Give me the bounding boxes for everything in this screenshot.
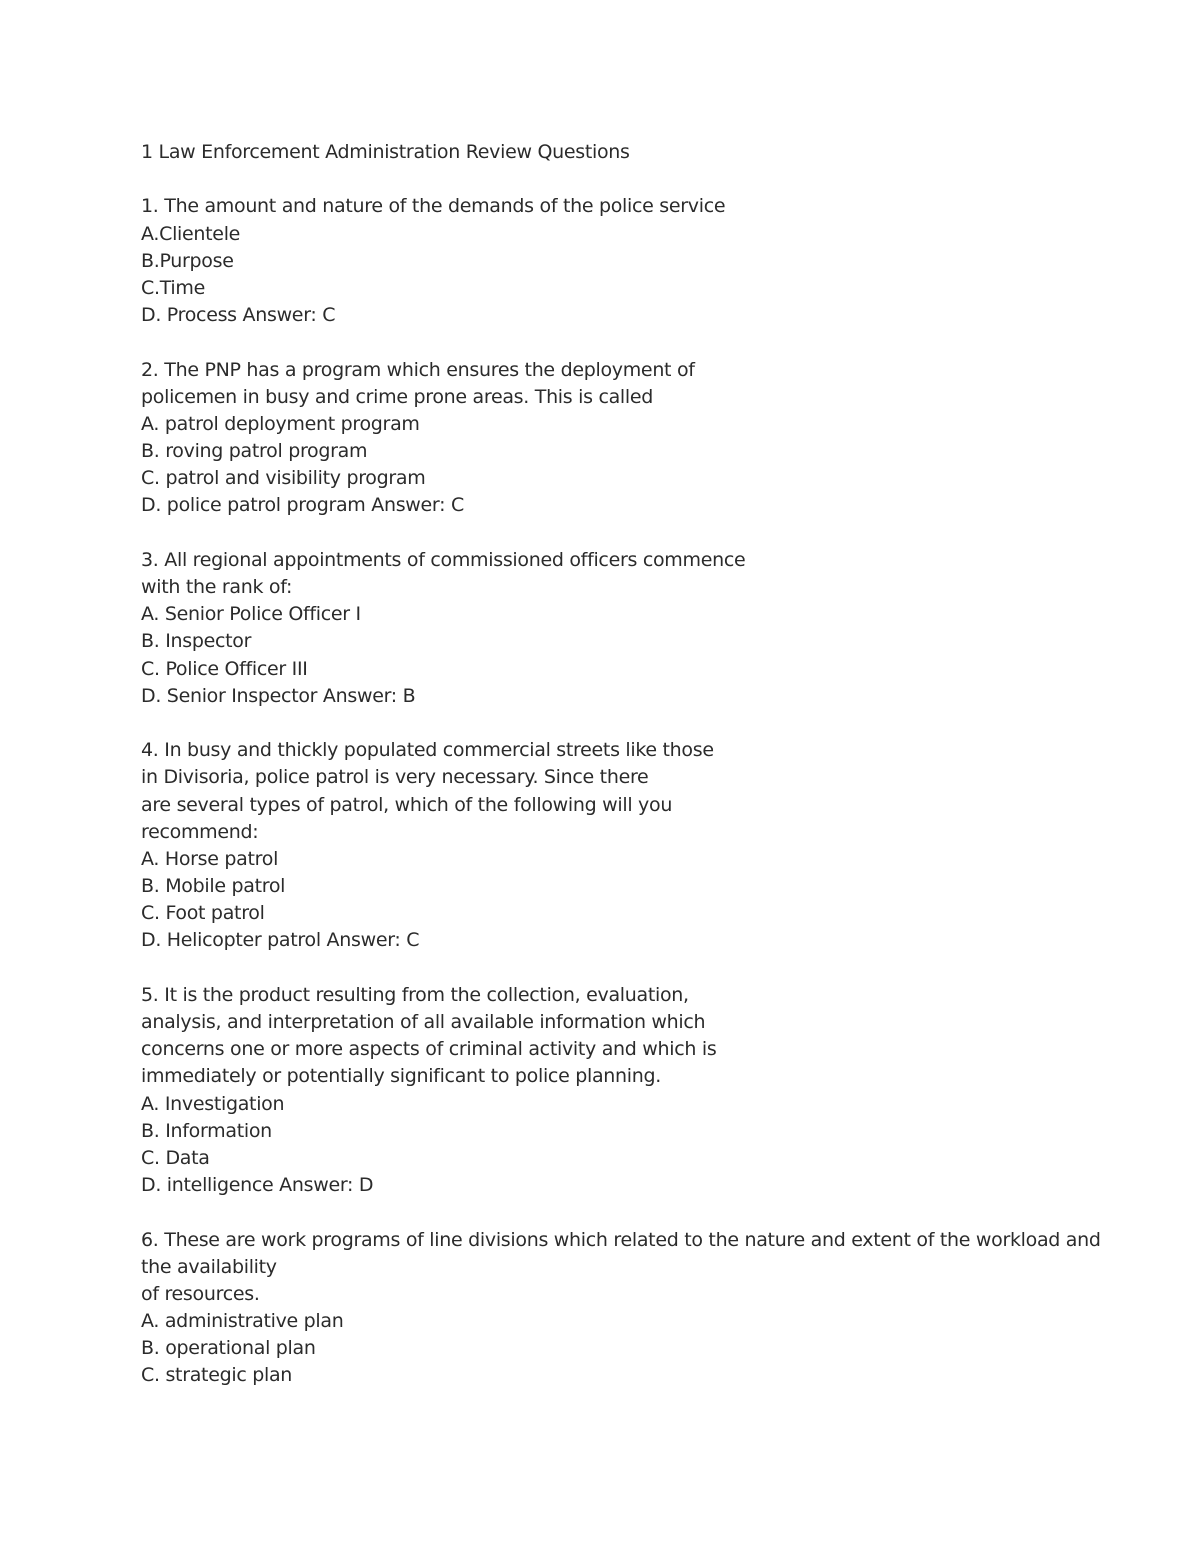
option-b: B. operational plan <box>141 1337 316 1360</box>
option-d: D. Process Answer: C <box>141 304 336 327</box>
question-3 <box>141 547 1141 710</box>
option-b: B. Inspector <box>141 630 252 653</box>
spacer <box>141 329 1141 356</box>
question-5 <box>141 982 1141 1200</box>
question-text: policemen in busy and crime prone areas. This is called <box>141 385 654 408</box>
question-4 <box>141 737 1141 955</box>
option-c: C. patrol and visibility program <box>141 467 426 490</box>
option-d: D. Senior Inspector Answer: B <box>141 684 416 707</box>
option-a: A. Senior Police Officer I <box>141 603 361 626</box>
question-text: 3. All regional appointments of commissioned officers commence <box>141 548 746 571</box>
option-a: A. Horse patrol <box>141 847 279 870</box>
document-body <box>141 139 1141 1390</box>
spacer <box>141 166 1141 193</box>
option-d: D. intelligence Answer: D <box>141 1174 374 1197</box>
question-text: recommend: <box>141 820 259 843</box>
option-a: A. administrative plan <box>141 1310 344 1333</box>
question-text: are several types of patrol, which of the following will you <box>141 793 673 816</box>
question-text: analysis, and interpretation of all available information which <box>141 1011 706 1033</box>
question-text: 5. It is the product resulting from the collection, evaluation, <box>141 983 689 1006</box>
option-d: D. police patrol program Answer: C <box>141 494 464 517</box>
spacer <box>141 1199 1141 1226</box>
question-text: 6. These are work programs of line divisions which related to the nature and extent of the workload and <box>141 1228 1101 1251</box>
option-c: C. Foot patrol <box>141 902 265 925</box>
option-a: A. Investigation <box>141 1092 285 1115</box>
question-text: of resources. <box>141 1282 260 1305</box>
question-text: with the rank of: <box>141 576 293 598</box>
spacer <box>141 710 1141 737</box>
question-6 <box>141 1227 1141 1390</box>
question-text: concerns one or more aspects of criminal activity and which is <box>141 1038 717 1061</box>
option-a: A.Clientele <box>141 222 241 245</box>
option-d: D. Helicopter patrol Answer: C <box>141 929 420 952</box>
spacer <box>141 520 1141 547</box>
option-b: B.Purpose <box>141 249 234 272</box>
option-c: C. Police Officer III <box>141 657 308 680</box>
option-a: A. patrol deployment program <box>141 412 420 435</box>
question-text: 4. In busy and thickly populated commercial streets like those <box>141 739 714 762</box>
question-1 <box>141 193 1141 329</box>
spacer <box>141 955 1141 982</box>
document-title: 1 Law Enforcement Administration Review Questions <box>141 141 630 163</box>
option-c: C. Data <box>141 1146 210 1169</box>
question-text: 2. The PNP has a program which ensures the deployment of <box>141 358 695 381</box>
option-b: B. Information <box>141 1119 272 1142</box>
option-b: B. Mobile patrol <box>141 875 286 898</box>
question-text: in Divisoria, police patrol is very necessary. Since there <box>141 766 649 789</box>
question-text: the availability <box>141 1255 277 1278</box>
option-c: C. strategic plan <box>141 1364 293 1387</box>
option-c: C.Time <box>141 276 206 299</box>
question-text: 1. The amount and nature of the demands of the police service <box>141 195 726 218</box>
question-text: immediately or potentially significant to police planning. <box>141 1065 661 1088</box>
option-b: B. roving patrol program <box>141 440 368 463</box>
question-2 <box>141 357 1141 520</box>
